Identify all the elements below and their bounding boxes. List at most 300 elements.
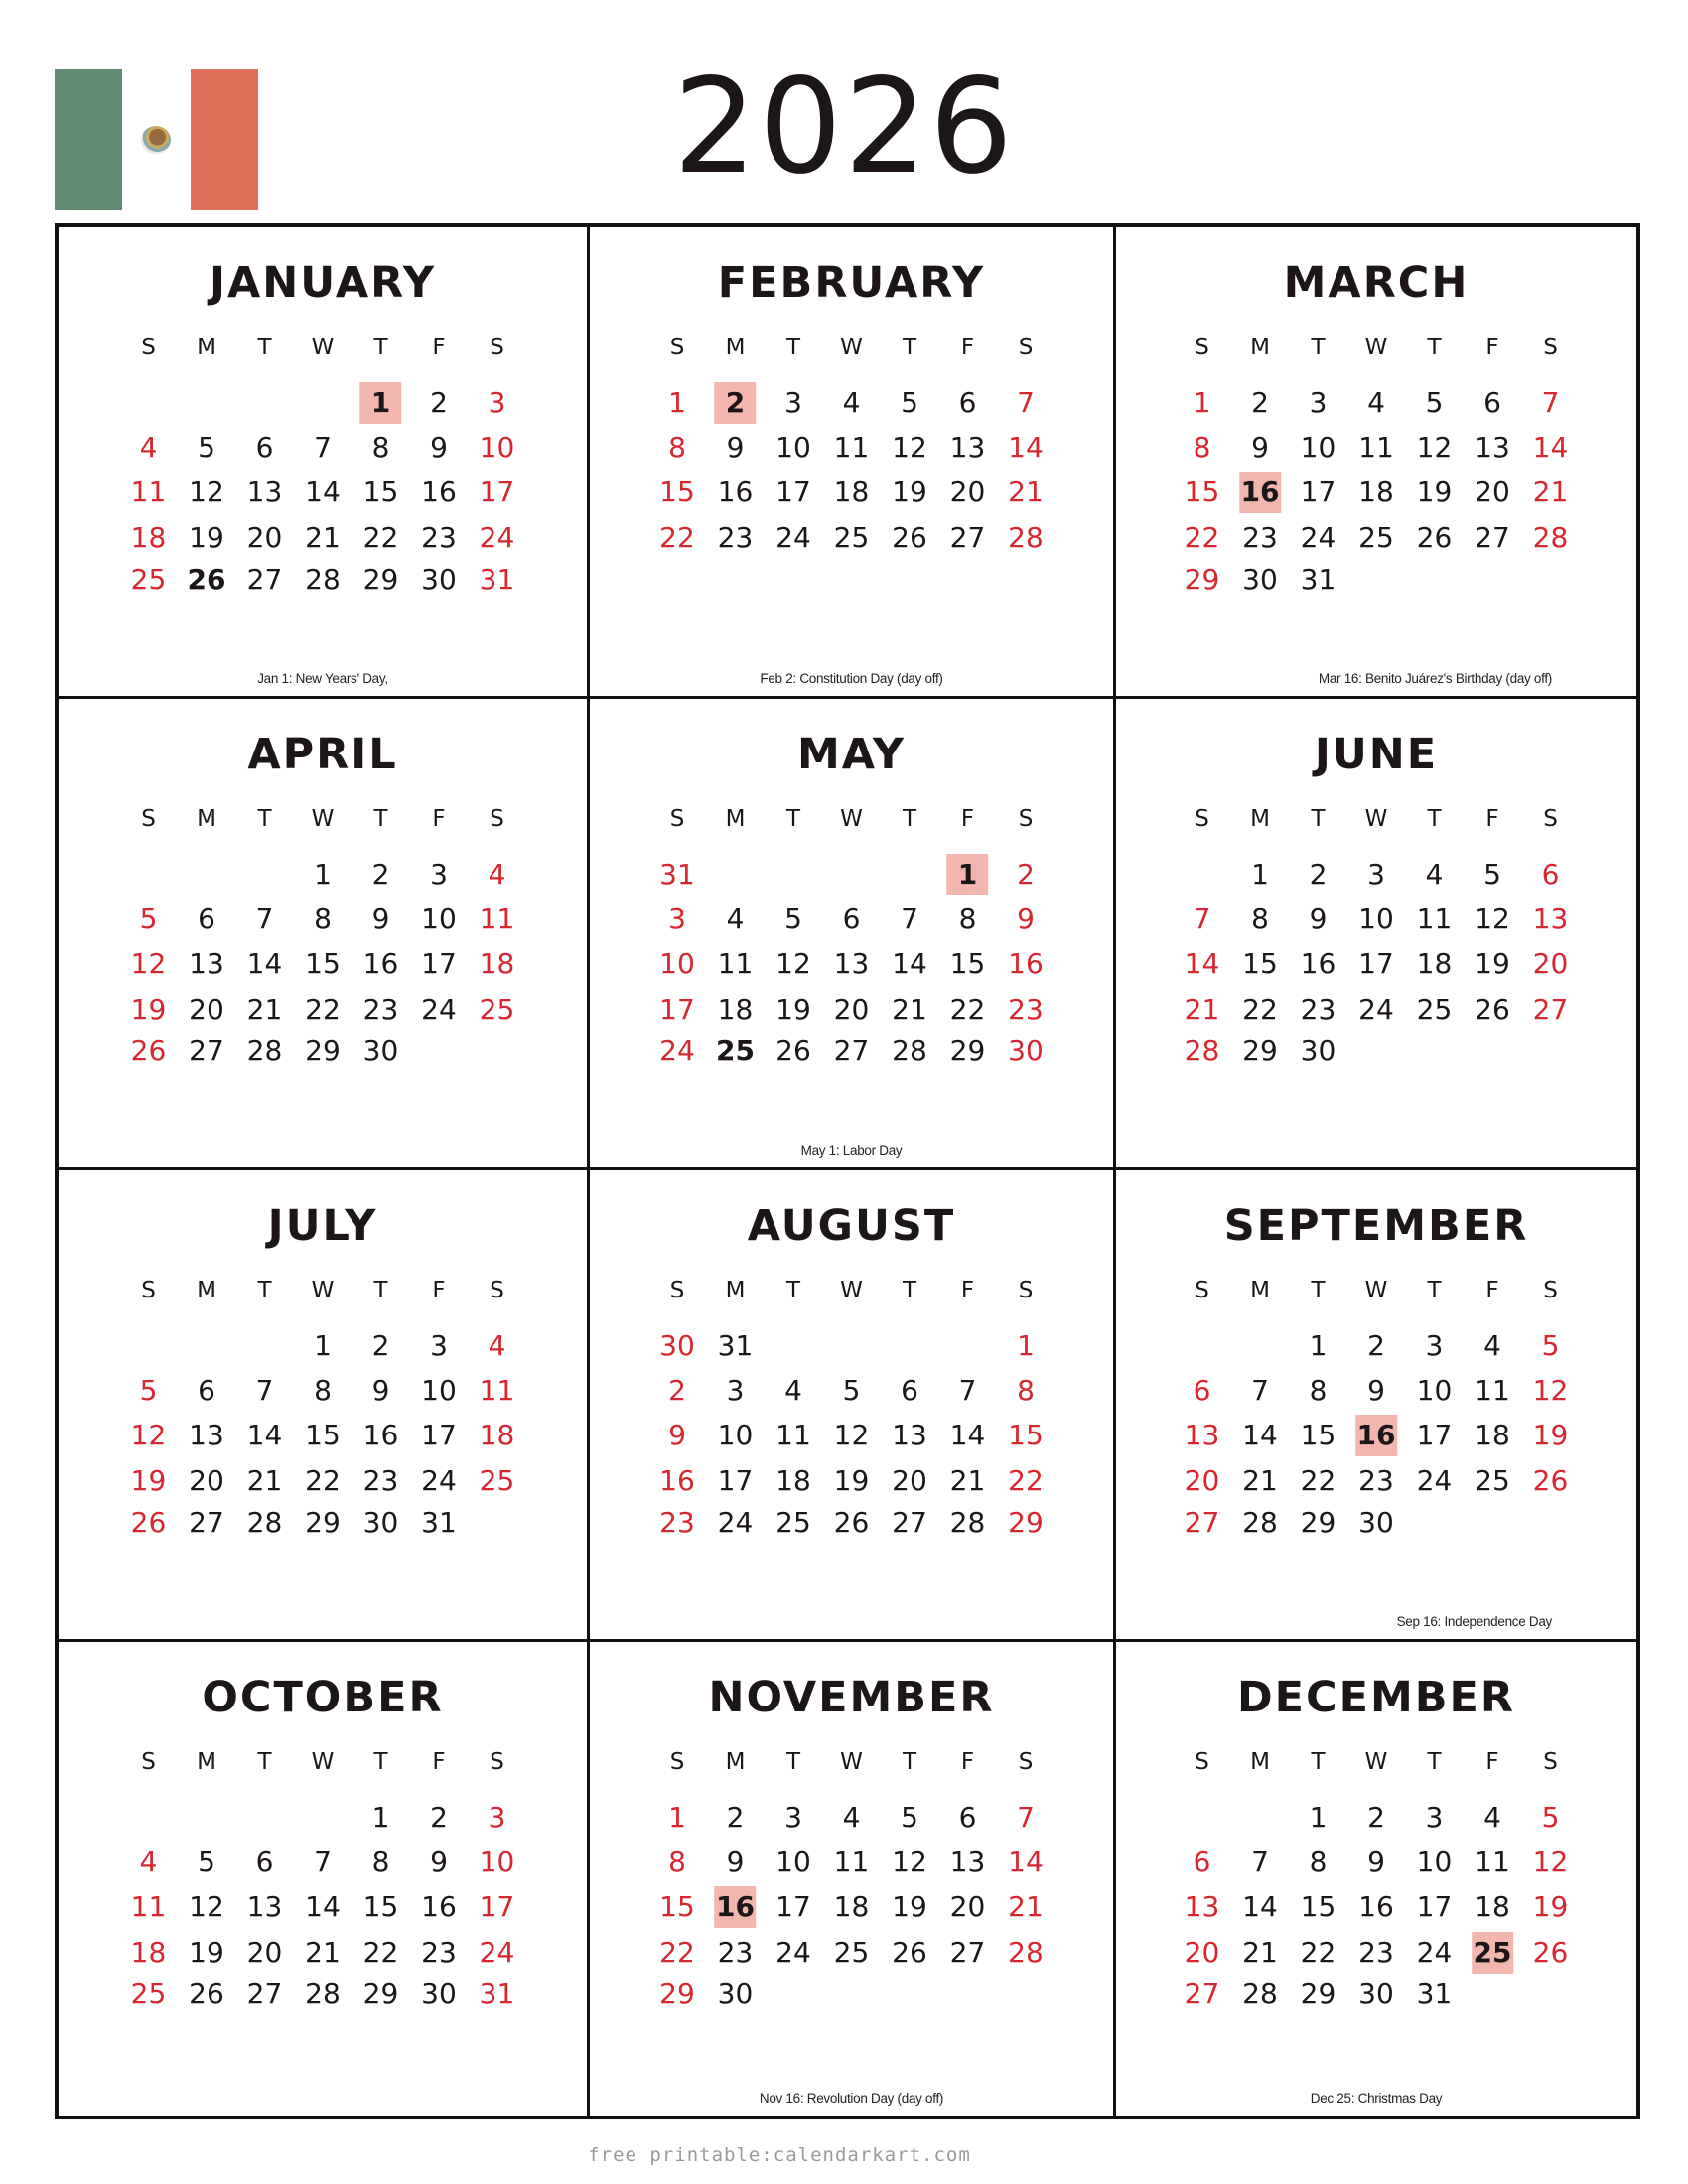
day-cell: 28 [1184, 1034, 1220, 1067]
day-cell: 10 [479, 1845, 515, 1878]
empty-day-cell [1464, 1032, 1522, 1070]
holiday-note: Dec 25: Christmas Day [1310, 2091, 1443, 2106]
day-cell: 5 [784, 902, 802, 935]
day-cell: 18 [1416, 947, 1453, 980]
day-cell: 19 [1532, 1890, 1569, 1923]
empty-day-cell [938, 1976, 997, 2013]
day-cell: 7 [1017, 386, 1035, 419]
day-cell: 24 [421, 1464, 457, 1497]
day-cell: 13 [246, 1890, 283, 1923]
day-cell: 12 [1532, 1374, 1569, 1407]
day-cell: 21 [1242, 1464, 1278, 1497]
weekday-label: S [1543, 335, 1558, 360]
day-cell: 28 [1242, 1506, 1278, 1539]
weekday-label: W [1364, 1278, 1388, 1303]
week-row [1173, 900, 1580, 938]
day-cell: 27 [246, 563, 283, 596]
day-cell: 25 [1358, 521, 1394, 554]
month-january [59, 227, 590, 699]
empty-day-cell [822, 1976, 881, 2013]
weekday-label: S [1195, 1749, 1209, 1775]
day-cell: 26 [130, 1506, 167, 1539]
month-name: DECEMBER [1236, 1673, 1516, 1722]
day-cell: 15 [362, 476, 399, 508]
weekday-label: M [725, 1278, 746, 1303]
month-name: OCTOBER [202, 1673, 444, 1722]
weekday-label: S [669, 806, 685, 832]
day-cell: 25 [130, 1978, 167, 2010]
day-cell: 3 [1309, 386, 1328, 419]
empty-day-cell [1173, 1327, 1231, 1365]
day-cell: 1 [1309, 1801, 1328, 1834]
weekday-header [119, 1749, 526, 1775]
day-cell: 29 [362, 563, 399, 596]
week-row [1173, 1976, 1580, 2013]
day-cell: 24 [659, 1034, 695, 1067]
day-cell: 28 [1532, 521, 1569, 554]
week-row [1173, 991, 1580, 1028]
day-cell: 20 [1532, 947, 1569, 980]
day-cell: 5 [1541, 1329, 1560, 1362]
weekday-label: S [669, 1749, 685, 1775]
weekday-label: T [1427, 1749, 1442, 1775]
weekday-label: S [490, 1749, 504, 1775]
day-cell: 25 [479, 1464, 515, 1497]
week-row [1173, 429, 1580, 467]
empty-day-cell [1405, 1504, 1464, 1542]
day-cell: 24 [1358, 993, 1394, 1025]
day-cell: 28 [1008, 521, 1044, 554]
day-cell: 23 [1358, 1464, 1394, 1497]
day-cell: 28 [305, 563, 341, 596]
day-cell: 31 [659, 858, 695, 890]
day-cell: 21 [1532, 476, 1569, 508]
day-cell: 23 [362, 1464, 399, 1497]
day-cell: 14 [305, 476, 341, 508]
day-cell: 20 [833, 993, 870, 1025]
day-cell: 5 [901, 386, 918, 419]
weekday-label: M [197, 1278, 216, 1303]
day-cell: 30 [1358, 1978, 1394, 2010]
day-cell: 14 [246, 1419, 283, 1451]
empty-day-cell [1231, 1799, 1290, 1837]
day-cell: 17 [717, 1464, 754, 1497]
day-cell: 22 [949, 993, 986, 1025]
day-cell: 2 [668, 1374, 686, 1407]
day-cell: 24 [1300, 521, 1336, 554]
week-row [1173, 1417, 1580, 1454]
day-cell: 27 [1184, 1506, 1220, 1539]
day-cell: 4 [842, 1801, 861, 1834]
day-cell: 14 [1532, 431, 1569, 464]
day-cell: 26 [775, 1034, 811, 1067]
day-cell: 26 [1475, 993, 1510, 1025]
day-cell: 27 [246, 1978, 283, 2010]
day-cell: 2 [1367, 1329, 1385, 1362]
empty-day-cell [178, 856, 236, 893]
day-cell: 4 [139, 1845, 158, 1878]
empty-day-cell [881, 1976, 939, 2013]
day-cell: 13 [949, 431, 986, 464]
weekday-label: M [725, 1749, 746, 1775]
weekday-label: S [1018, 335, 1034, 360]
day-cell: 23 [1358, 1936, 1394, 1969]
empty-day-cell [119, 1799, 178, 1837]
day-cell: 24 [775, 1936, 811, 1969]
holiday-note: Feb 2: Constitution Day (day off) [760, 671, 943, 686]
day-cell: 21 [949, 1464, 986, 1497]
day-cell: 30 [717, 1978, 754, 2010]
day-cell: 10 [659, 947, 695, 980]
weekday-label: S [1018, 806, 1034, 832]
day-cell: 20 [246, 1936, 283, 1969]
day-cell: 15 [362, 1890, 399, 1923]
day-cell: 6 [1541, 858, 1560, 890]
day-cell: 31 [421, 1506, 457, 1539]
day-cell: 30 [362, 1506, 399, 1539]
weekday-label: S [1018, 1278, 1034, 1303]
month-february [590, 227, 1116, 699]
day-cell: 30 [1358, 1506, 1394, 1539]
day-cell: 21 [246, 1464, 283, 1497]
empty-day-cell [706, 856, 765, 893]
day-cell: 18 [1475, 1419, 1510, 1451]
month-december [1116, 1642, 1636, 2116]
day-cell: 18 [833, 1890, 870, 1923]
day-cell: 16 [659, 1464, 695, 1497]
week-row [1173, 856, 1580, 893]
day-cell: 17 [421, 1419, 457, 1451]
day-cell: 5 [1425, 386, 1444, 419]
empty-day-cell [1464, 561, 1522, 599]
day-cell: 1 [314, 1329, 332, 1362]
day-cell: 5 [198, 1845, 215, 1878]
day-cell: 16 [362, 947, 399, 980]
empty-day-cell [938, 1327, 997, 1365]
day-cell: 5 [139, 902, 158, 935]
weekday-label: W [840, 806, 863, 832]
day-cell: 13 [1184, 1890, 1220, 1923]
day-cell: 30 [421, 563, 457, 596]
day-cell: 8 [314, 902, 332, 935]
day-cell: 11 [833, 1845, 870, 1878]
day-cell: 7 [1251, 1374, 1269, 1407]
day-cell: 14 [1008, 431, 1044, 464]
empty-day-cell [235, 1799, 294, 1837]
week-row [119, 519, 526, 557]
day-cell: 29 [1008, 1506, 1044, 1539]
empty-day-cell [410, 1032, 469, 1070]
day-cell: 10 [1358, 902, 1394, 935]
day-cell: 6 [1193, 1845, 1211, 1878]
day-cell: 15 [1008, 1419, 1044, 1451]
week-row [119, 1888, 526, 1926]
day-cell: 30 [659, 1329, 695, 1362]
weekday-header [648, 335, 1055, 360]
day-cell: 8 [668, 431, 686, 464]
day-cell: 27 [189, 1034, 224, 1067]
day-cell: 14 [1242, 1419, 1278, 1451]
day-cell: 24 [717, 1506, 754, 1539]
empty-day-cell [765, 1976, 823, 2013]
day-cell: 14 [246, 947, 283, 980]
weekday-label: S [141, 1749, 156, 1775]
empty-day-cell [765, 1327, 823, 1365]
day-cell: 14 [1008, 1845, 1044, 1878]
day-cell: 11 [833, 431, 870, 464]
weekday-label: T [1311, 1749, 1326, 1775]
day-cell: 19 [189, 521, 224, 554]
day-cell: 28 [949, 1506, 986, 1539]
week-row [1173, 1843, 1580, 1881]
day-cell: 27 [892, 1506, 927, 1539]
day-cell: 15 [659, 1890, 695, 1923]
holiday-note: Nov 16: Revolution Day (day off) [759, 2091, 944, 2106]
empty-day-cell [178, 1327, 236, 1365]
weekday-label: T [373, 1278, 388, 1303]
day-cell: 28 [246, 1506, 283, 1539]
week-row [648, 1327, 1055, 1365]
day-cell: 24 [1416, 1464, 1453, 1497]
empty-day-cell [1173, 856, 1231, 893]
day-cell: 6 [1193, 1374, 1211, 1407]
month-name: NOVEMBER [708, 1673, 995, 1722]
day-cell: 13 [833, 947, 870, 980]
day-cell: 27 [949, 1936, 986, 1969]
day-cell: 13 [1475, 431, 1510, 464]
day-cell: 19 [775, 993, 811, 1025]
day-cell: 16 [1008, 947, 1044, 980]
day-cell: 12 [189, 476, 224, 508]
week-row [119, 384, 526, 422]
week-row [648, 1417, 1055, 1454]
day-cell: 11 [1416, 902, 1453, 935]
day-cell: 2 [430, 1801, 448, 1834]
week-row [1173, 561, 1580, 599]
month-july [59, 1170, 590, 1642]
day-cell: 12 [1475, 902, 1510, 935]
day-cell: 24 [479, 521, 515, 554]
weekday-label: F [432, 1749, 446, 1775]
day-cell: 1 [371, 1801, 390, 1834]
month-name: MAY [796, 730, 907, 779]
week-row [1173, 384, 1580, 422]
weekday-label: T [373, 335, 388, 360]
day-cell: 8 [1251, 902, 1269, 935]
week-row [648, 856, 1055, 893]
day-cell: 13 [1532, 902, 1569, 935]
day-cell: 4 [1367, 386, 1385, 419]
weekday-label: S [490, 335, 504, 360]
day-cell: 6 [901, 1374, 918, 1407]
day-cell: 10 [775, 431, 811, 464]
day-cell: 28 [305, 1978, 341, 2010]
empty-day-cell [178, 384, 236, 422]
week-row [119, 1032, 526, 1070]
empty-day-cell [881, 1327, 939, 1365]
day-cell: 12 [189, 1890, 224, 1923]
week-row [119, 1462, 526, 1500]
weekday-label: T [785, 1749, 801, 1775]
day-cell: 20 [1475, 476, 1510, 508]
day-cell: 9 [726, 1845, 745, 1878]
day-cell: 15 [949, 947, 986, 980]
day-cell: 24 [1416, 1936, 1453, 1969]
day-cell: 14 [892, 947, 927, 980]
day-cell: 1 [1309, 1329, 1328, 1362]
week-row [648, 1032, 1055, 1070]
week-row [648, 945, 1055, 983]
weekday-label: W [1364, 1749, 1388, 1775]
week-row [1173, 519, 1580, 557]
month-may [590, 699, 1116, 1170]
weekday-label: S [141, 1278, 156, 1303]
weekday-header [1173, 335, 1580, 360]
weekday-label: S [141, 806, 156, 832]
day-cell: 15 [1242, 947, 1278, 980]
day-cell: 6 [255, 431, 274, 464]
calendar-grid [55, 223, 1640, 2119]
week-row [119, 1504, 526, 1542]
day-cell: 27 [1184, 1978, 1220, 2010]
week-row [648, 384, 1055, 422]
day-cell: 15 [659, 476, 695, 508]
day-cell: 3 [784, 1801, 802, 1834]
weekday-label: M [725, 335, 746, 360]
day-cell: 3 [1367, 858, 1385, 890]
weekday-label: T [1311, 1278, 1326, 1303]
empty-day-cell [1521, 1504, 1580, 1542]
day-cell: 9 [430, 1845, 448, 1878]
weekday-header [648, 806, 1055, 832]
weekday-label: F [960, 335, 975, 360]
day-cell: 23 [717, 521, 754, 554]
day-cell: 7 [1541, 386, 1560, 419]
weekday-label: W [840, 335, 863, 360]
day-cell: 18 [775, 1464, 811, 1497]
weekday-header [119, 335, 526, 360]
day-cell: 13 [189, 1419, 224, 1451]
day-cell: 2 [430, 386, 448, 419]
week-row [1173, 474, 1580, 511]
day-cell: 30 [421, 1978, 457, 2010]
day-cell: 19 [892, 476, 927, 508]
day-cell: 17 [1416, 1419, 1453, 1451]
empty-day-cell [235, 1327, 294, 1365]
day-cell: 19 [1475, 947, 1510, 980]
weekday-label: F [1485, 806, 1499, 832]
day-cell: 26 [892, 521, 927, 554]
day-cell: 11 [1358, 431, 1394, 464]
weekday-label: W [311, 806, 335, 832]
day-cell: 7 [255, 902, 274, 935]
weekday-label: T [785, 806, 801, 832]
month-august [590, 1170, 1116, 1642]
day-cell: 25 [775, 1506, 811, 1539]
empty-day-cell [1347, 561, 1406, 599]
weekday-header [1173, 806, 1580, 832]
day-cell: 12 [1416, 431, 1453, 464]
weekday-label: F [432, 335, 446, 360]
week-row [119, 1417, 526, 1454]
empty-day-cell [1405, 1032, 1464, 1070]
day-cell: 30 [1008, 1034, 1044, 1067]
day-cell: 7 [255, 1374, 274, 1407]
day-cell: 2 [371, 858, 390, 890]
weekday-label: F [432, 806, 446, 832]
weekday-label: M [197, 806, 216, 832]
weekday-label: S [669, 1278, 685, 1303]
holiday-note: Mar 16: Benito Juárez's Birthday (day off) [1318, 671, 1552, 686]
day-cell: 16 [1358, 1890, 1394, 1923]
day-cell: 20 [189, 993, 224, 1025]
holiday-day-cell: 1 [352, 384, 410, 422]
day-cell: 5 [901, 1801, 918, 1834]
day-cell: 22 [659, 1936, 695, 1969]
day-cell: 31 [717, 1329, 754, 1362]
day-cell: 21 [892, 993, 927, 1025]
day-cell: 13 [189, 947, 224, 980]
day-cell: 31 [479, 563, 515, 596]
empty-day-cell [1521, 561, 1580, 599]
day-cell: 16 [421, 1890, 457, 1923]
day-cell: 29 [362, 1978, 399, 2010]
day-cell: 18 [833, 476, 870, 508]
day-cell: 23 [421, 521, 457, 554]
day-cell: 4 [1425, 858, 1444, 890]
day-cell: 8 [371, 1845, 390, 1878]
weekday-label: S [1195, 1278, 1209, 1303]
day-cell: 8 [314, 1374, 332, 1407]
day-cell: 1 [314, 858, 332, 890]
day-cell: 25 [1475, 1464, 1510, 1497]
day-cell: 8 [1309, 1374, 1328, 1407]
holiday-note: Sep 16: Independence Day [1396, 1614, 1552, 1629]
day-cell: 7 [1193, 902, 1211, 935]
day-cell: 22 [1184, 521, 1220, 554]
weekday-label: S [669, 335, 685, 360]
day-cell: 29 [305, 1034, 341, 1067]
week-row [1173, 1934, 1580, 1972]
month-name: JUNE [1314, 730, 1439, 779]
day-cell: 9 [371, 902, 390, 935]
week-row [1173, 1888, 1580, 1926]
day-cell: 3 [726, 1374, 745, 1407]
empty-day-cell [765, 856, 823, 893]
weekday-label: S [1543, 806, 1558, 832]
empty-day-cell [881, 856, 939, 893]
empty-day-cell [1405, 561, 1464, 599]
day-cell: 27 [833, 1034, 870, 1067]
weekday-label: T [257, 1278, 272, 1303]
weekday-label: F [1485, 1278, 1499, 1303]
day-cell: 6 [255, 1845, 274, 1878]
empty-day-cell [1464, 1504, 1522, 1542]
week-row [1173, 1799, 1580, 1837]
week-row [1173, 1032, 1580, 1070]
month-name: FEBRUARY [717, 258, 986, 308]
day-cell: 17 [1300, 476, 1336, 508]
day-cell: 12 [892, 431, 927, 464]
month-name: AUGUST [747, 1201, 956, 1251]
day-cell: 11 [479, 902, 515, 935]
day-cell: 5 [842, 1374, 861, 1407]
day-cell: 30 [1242, 563, 1278, 596]
day-cell: 26 [1416, 521, 1453, 554]
day-cell: 29 [1242, 1034, 1278, 1067]
day-cell: 31 [1416, 1978, 1453, 2010]
day-cell: 12 [130, 1419, 167, 1451]
